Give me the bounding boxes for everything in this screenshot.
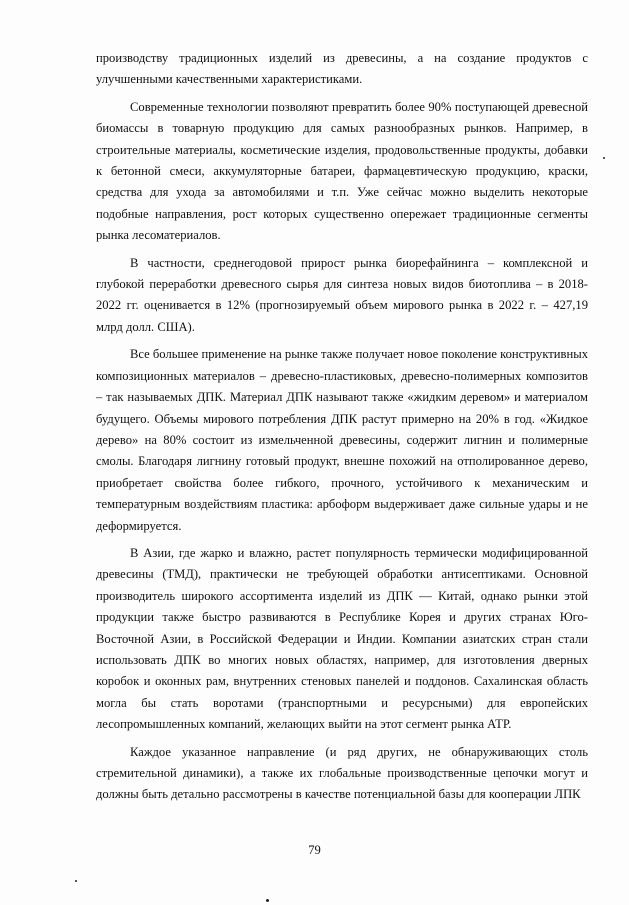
scan-speck	[266, 899, 269, 902]
paragraph-2: Современные технологии позволяют превратить более 90% поступающей древесной биомассы в товарную продукцию для самых разнообразных рынков. Например, в строительные материалы, косметические изделия, продовольственные продукты, добавки к бетонной смеси, аккумуляторные батареи, фармацевтическую продукцию, краски, средства для ухода за автомобилями и т.п. Уже сейчас можно выделить некоторые подобные направления, рост которых существенно опережает традиционные сегменты рынка лесоматериалов.	[96, 99, 588, 243]
paragraph-4: Все большее применение на рынке также получает новое поколение конструктивных композиционных материалов – древесно-пластиковых, древесно-полимерных композитов – так называемых ДПК. Материал ДПК называют также «жидким деревом» и материалом будущего. Объемы мирового потребления ДПК растут примерно на 20% в год. «Жидкое дерево» на 80% состоит из измельченной древесины, содержит лигнин и полимерные смолы. Благодаря лигнину готовый продукт, внешне похожий на отполированное дерево, приобретает свойства более гибкого, прочного, устойчивого к механическим и температурным воздействиям пластика: арбоформ выдерживает даже сильные удары и не деформируется.	[96, 347, 588, 533]
page-number: 79	[308, 843, 321, 857]
body-text	[96, 48, 588, 812]
paragraph-3: В частности, среднегодовой прирост рынка биорефайнинга – комплексной и глубокой переработки древесного сырья для синтеза новых видов биотоплива – в 2018-2022 гг. оценивается в 12% (прогнозируемый объем мирового рынка в 2022 г. – 427,19 млрд долл. США).	[96, 255, 588, 334]
scan-speck	[75, 880, 77, 882]
paragraph-5: В Азии, где жарко и влажно, растет популярность термически модифицированной древесины (ТМД), практически не требующей обработки антисептиками. Основной производитель широкого ассортимента изделий из ДПК — Китай, однако рынки этой продукции также быстро развиваются в Республике Корея и других странах Юго-Восточной Азии, в Российской Федерации и Индии. Компании азиатских стран стали использовать ДПК во многих новых областях, например, для изготовления дверных коробок и оконных рам, внутренних стеновых панелей и поддонов. Сахалинская область могла бы стать воротами (транспортными и ресурсными) для европейских лесопромышленных компаний, желающих выйти на этот сегмент рынка АТР.	[96, 545, 588, 732]
scan-speck	[603, 157, 605, 159]
paragraph-6: Каждое указанное направление (и ряд других, не обнаруживающих столь стремительной динамики), а также их глобальные производственные цепочки могут и должны быть детально рассмотрены в качестве потенциальной базы для кооперации ЛПК	[96, 744, 588, 802]
paragraph-1: производству традиционных изделий из древесины, а на создание продуктов с улучшенными качественными характеристиками.	[96, 51, 588, 87]
